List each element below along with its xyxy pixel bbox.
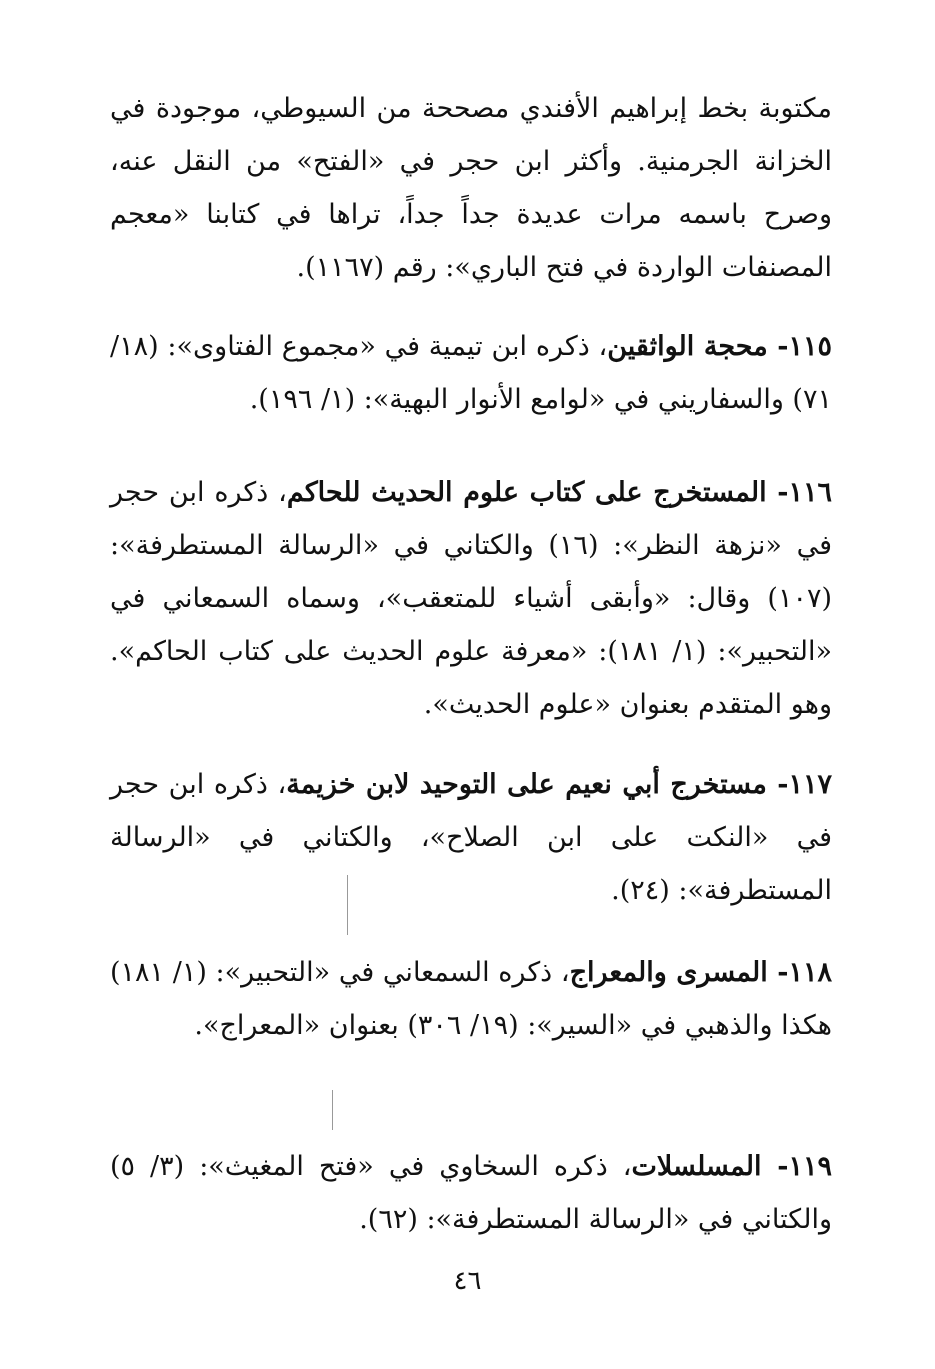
entry-body: ، ذكره ابن حجر في «النكت على ابن الصلاح»، والكتاني في «الرسالة المستطرفة»: (٢٤).	[110, 769, 832, 906]
entry-title: ١١٩- المسلسلات	[631, 1151, 832, 1182]
entry-115	[110, 320, 832, 426]
entry-116	[110, 466, 832, 731]
entry-title: ١١٥- محجة الواثقين	[607, 331, 832, 362]
entry-title: ١١٨- المسرى والمعراج	[569, 957, 832, 988]
entry-body: ، ذكره السخاوي في «فتح المغيث»: (٣/ ٥) والكتاني في «الرسالة المستطرفة»: (٦٢).	[110, 1151, 832, 1235]
entry-title: ١١٧- مستخرج أبي نعيم على التوحيد لابن خزيمة	[286, 769, 832, 800]
entry-body: ، ذكره ابن تيمية في «مجموع الفتاوى»: (١٨/ ٧١) والسفاريني في «لوامع الأنوار البهية»: (١/ ١٩٦).	[110, 331, 832, 415]
scan-artifact-line	[332, 1090, 333, 1130]
page-number: ٤٦	[453, 1266, 482, 1296]
entry-118	[110, 946, 832, 1052]
entry-body: ، ذكره ابن حجر في «نزهة النظر»: (١٦) والكتاني في «الرسالة المستطرفة»: (١٠٧) وقال: «وأبقى أشياء للمتعقب»، وسماه السمعاني في «التحبير»: (١/ ١٨١): «معرفة علوم الحديث على كتاب الحاكم». وهو المتقدم بعنوان «علوم الحديث».	[110, 477, 832, 720]
scan-artifact-line	[347, 875, 348, 935]
entry-119	[110, 1140, 832, 1246]
entry-title: ١١٦- المستخرج على كتاب علوم الحديث للحاكم	[286, 477, 832, 508]
entry-body: ، ذكره السمعاني في «التحبير»: (١/ ١٨١) هكذا والذهبي في «السير»: (١٩/ ٣٠٦) بعنوان «المعراج».	[110, 957, 832, 1041]
entry-117	[110, 758, 832, 917]
intro-paragraph: مكتوبة بخط إبراهيم الأفندي مصححة من السيوطي، موجودة في الخزانة الجرمنية. وأكثر ابن حجر في «الفتح» من النقل عنه، وصرح باسمه مرات عديدة جداً جداً، تراها في كتابنا «معجم المصنفات الواردة في فتح الباري»: رقم (١١٦٧).	[110, 93, 832, 283]
